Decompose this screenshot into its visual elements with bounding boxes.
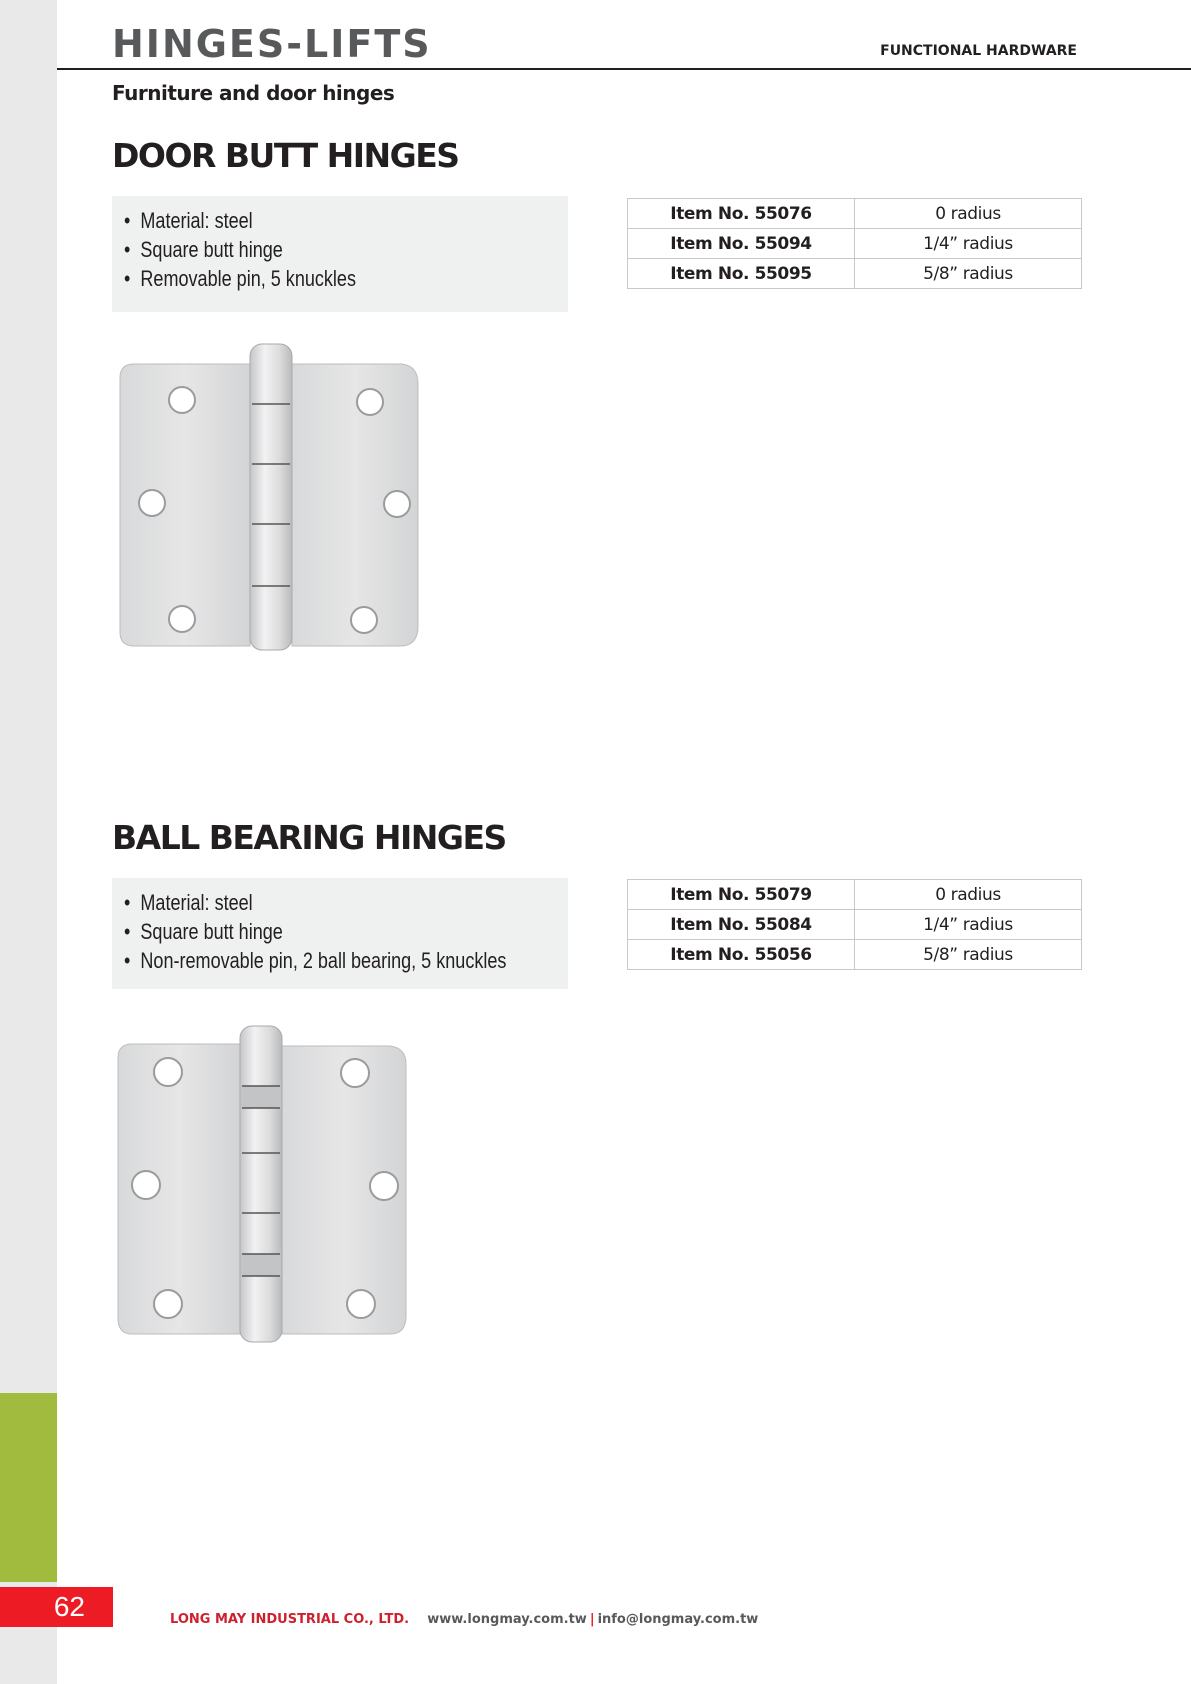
item-radius: 0 radius (855, 880, 1082, 910)
header-rule (57, 68, 1191, 70)
table-row (628, 910, 1082, 940)
item-number: Item No. 55094 (628, 229, 855, 259)
table-row (628, 229, 1082, 259)
item-radius: 5/8” radius (855, 259, 1082, 289)
page-number: 62 (0, 1587, 113, 1627)
feature-list (124, 888, 568, 975)
feature-box (112, 196, 568, 312)
item-number: Item No. 55076 (628, 199, 855, 229)
item-radius: 0 radius (855, 199, 1082, 229)
item-radius: 1/4” radius (855, 229, 1082, 259)
page-subtitle: Furniture and door hinges (112, 81, 395, 105)
item-table (627, 198, 1082, 289)
email-link[interactable]: info@longmay.com.tw (597, 1612, 759, 1627)
feature-list (124, 206, 568, 293)
ball-bearing-hinge-image (110, 1018, 422, 1348)
footer (170, 1612, 758, 1627)
section-title-door-butt-hinges: DOOR BUTT HINGES (112, 136, 459, 175)
footer-separator: | (589, 1612, 595, 1627)
feature-item: • Removable pin, 5 knuckles (124, 264, 488, 293)
item-number: Item No. 55084 (628, 910, 855, 940)
feature-box (112, 878, 568, 989)
table-row (628, 940, 1082, 970)
item-number: Item No. 55095 (628, 259, 855, 289)
table-row (628, 259, 1082, 289)
page-title: HINGES-LIFTS (112, 22, 432, 66)
item-number: Item No. 55056 (628, 940, 855, 970)
item-number: Item No. 55079 (628, 880, 855, 910)
item-table (627, 879, 1082, 970)
door-butt-hinge-image (112, 336, 432, 658)
category-label: FUNCTIONAL HARDWARE (880, 43, 1077, 59)
item-radius: 5/8” radius (855, 940, 1082, 970)
feature-item: • Square butt hinge (124, 917, 488, 946)
section-color-tab (0, 1393, 57, 1582)
feature-item: • Material: steel (124, 888, 488, 917)
feature-item: • Square butt hinge (124, 235, 488, 264)
item-radius: 1/4” radius (855, 910, 1082, 940)
website-link[interactable]: www.longmay.com.tw (427, 1612, 587, 1627)
table-row (628, 199, 1082, 229)
table-row (628, 880, 1082, 910)
section-title-ball-bearing-hinges: BALL BEARING HINGES (112, 818, 506, 857)
feature-item: • Non-removable pin, 2 ball bearing, 5 knuckles (124, 946, 488, 975)
feature-item: • Material: steel (124, 206, 488, 235)
company-name: LONG MAY INDUSTRIAL CO., LTD. (170, 1612, 410, 1627)
